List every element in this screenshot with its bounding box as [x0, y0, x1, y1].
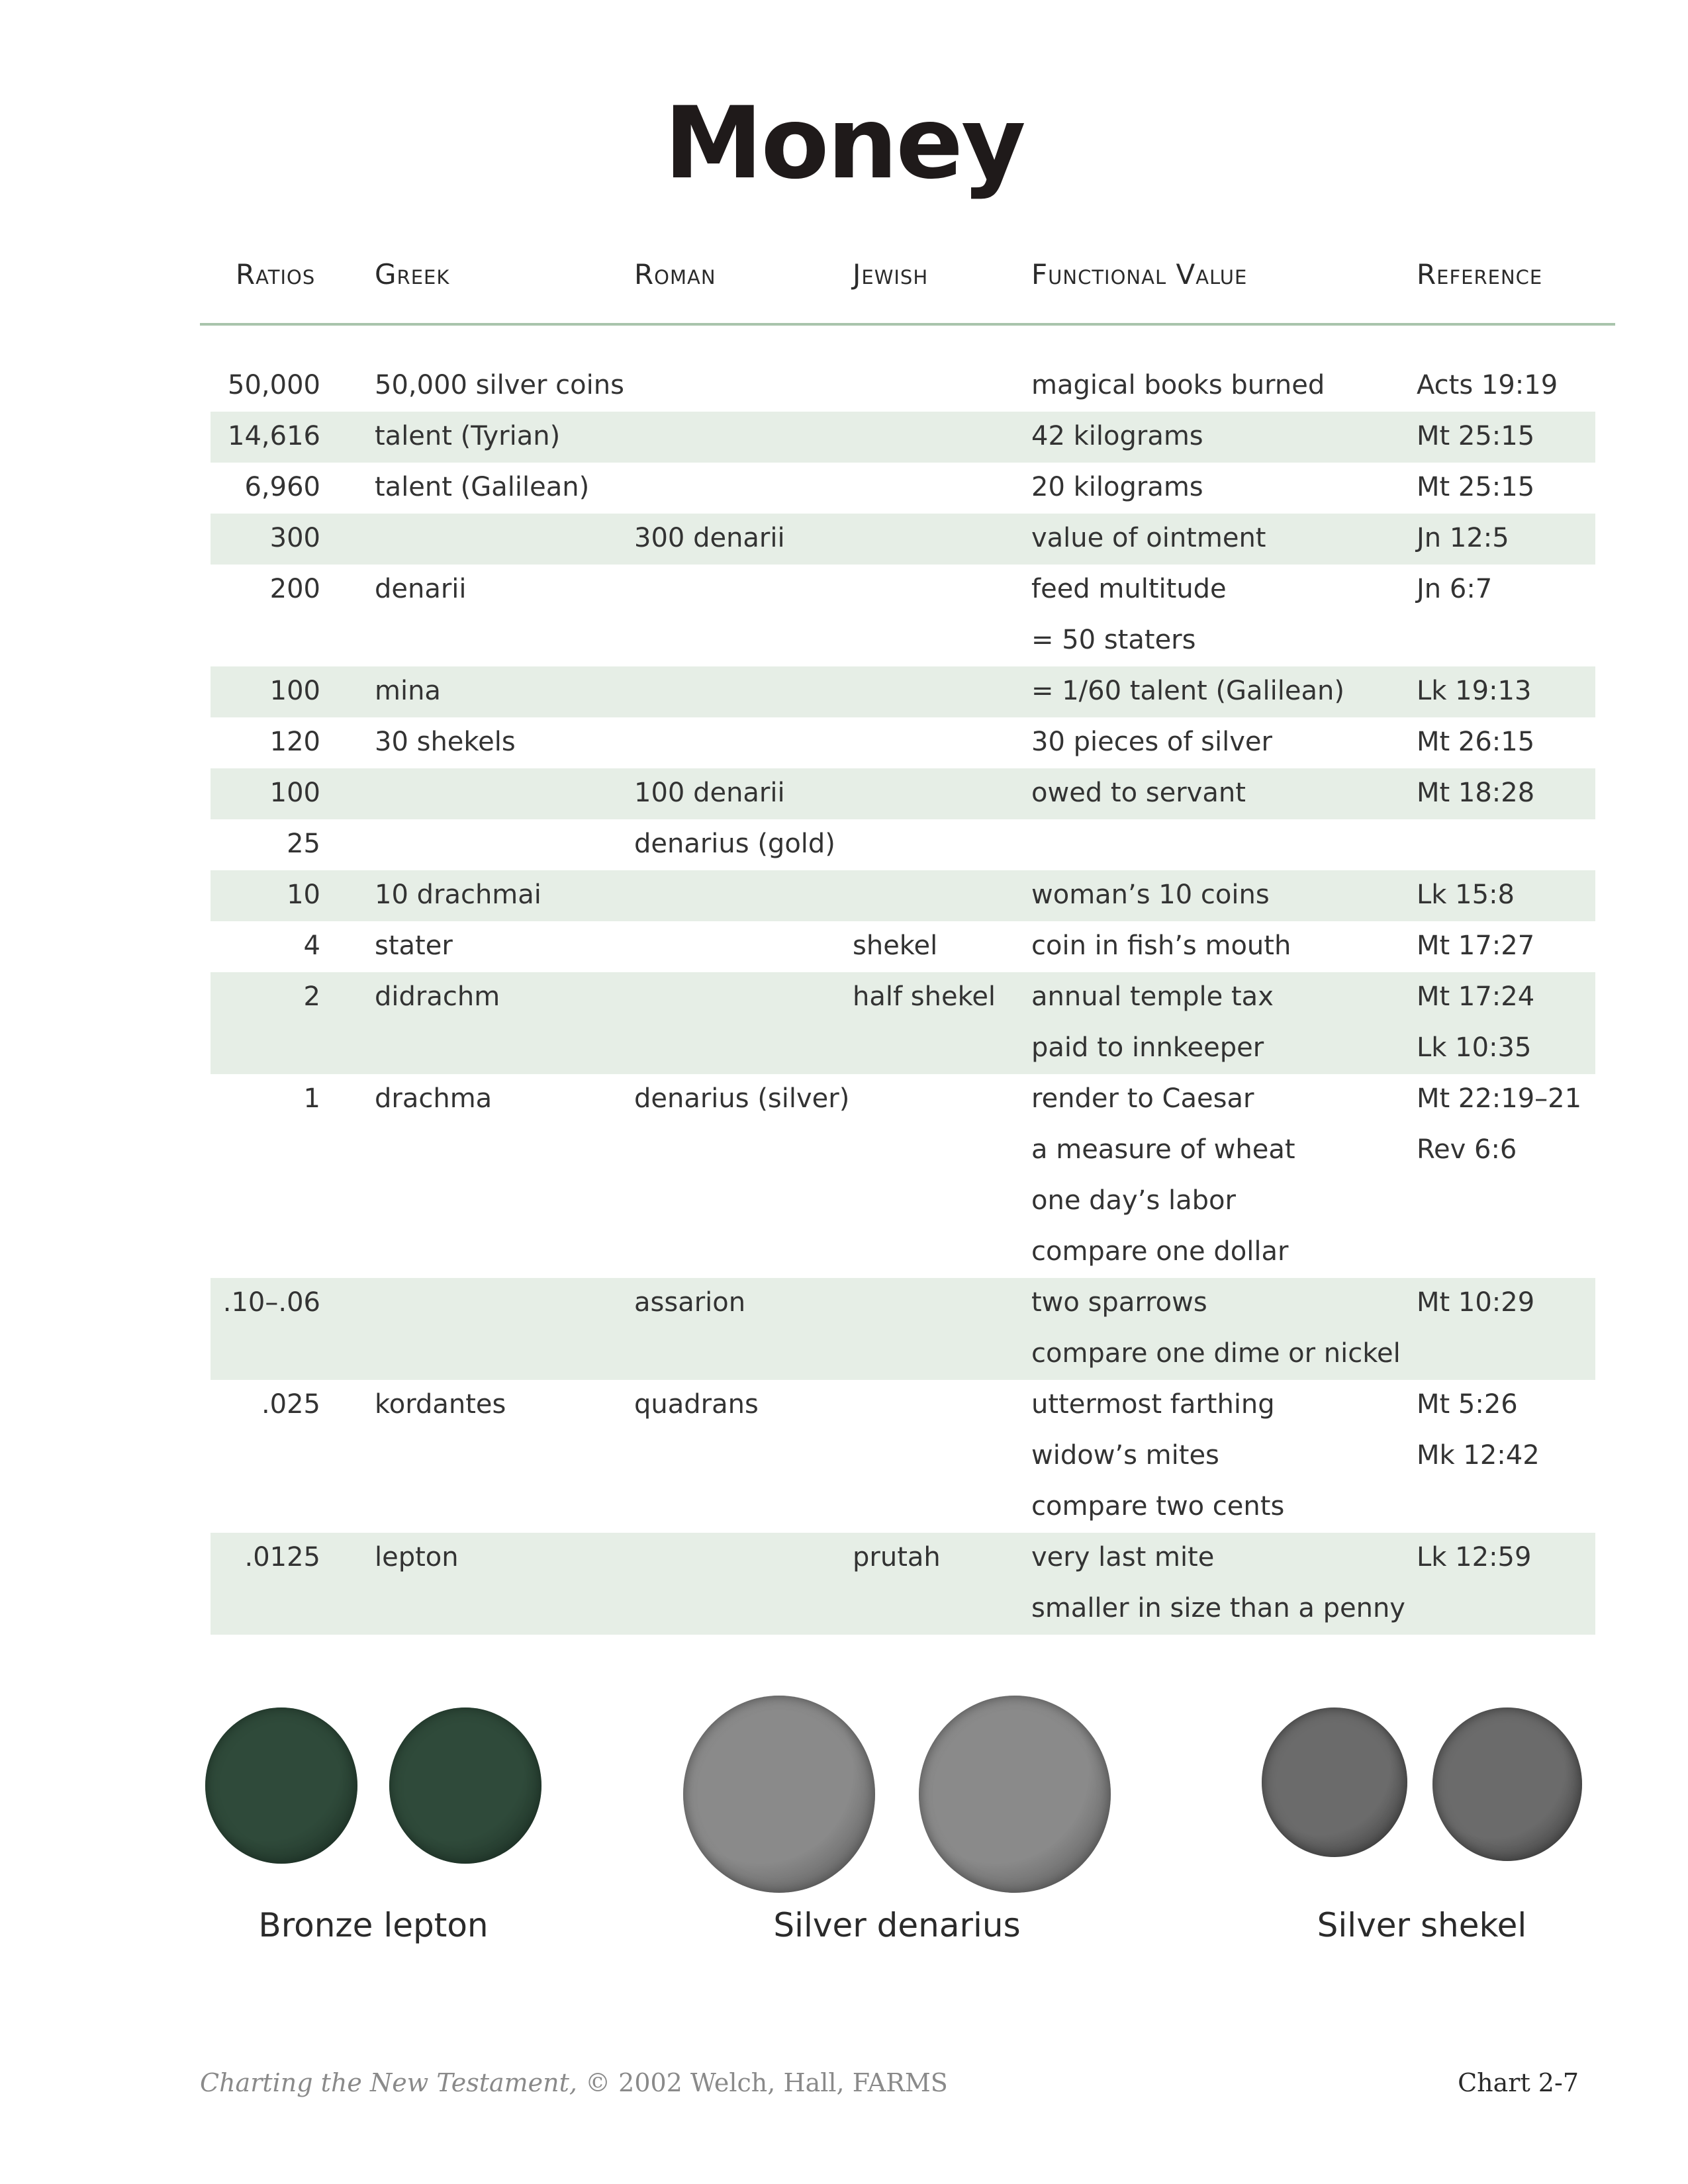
table-row [211, 514, 1595, 565]
reference-cell: Mt 25:15 [1417, 421, 1535, 451]
functional-value-cell: very last mite [1031, 1542, 1215, 1572]
table-row [211, 1074, 1595, 1278]
greek-cell: stater [375, 931, 453, 961]
reference-cell: Lk 19:13 [1417, 676, 1532, 706]
chart-number: Chart 2-7 [1458, 2068, 1579, 2097]
functional-value-cell: smaller in size than a penny [1031, 1593, 1405, 1623]
table-row-line [211, 1278, 1595, 1329]
table-row-line [211, 819, 1595, 870]
functional-value-cell: widow’s mites [1031, 1440, 1219, 1471]
header-roman: Roman [634, 258, 716, 291]
table-row [211, 463, 1595, 514]
greek-cell: 50,000 silver coins [375, 370, 624, 400]
table-row [211, 1533, 1595, 1635]
header-ratios: Ratios [236, 258, 316, 291]
reference-cell: Mt 17:27 [1417, 931, 1535, 961]
roman-cell: denarius (silver) [634, 1083, 850, 1114]
coin-caption: Silver denarius [773, 1906, 1021, 1944]
table-row [211, 972, 1595, 1074]
functional-value-cell: 20 kilograms [1031, 472, 1203, 502]
table-row-line [211, 972, 1595, 1023]
functional-value-cell: 42 kilograms [1031, 421, 1203, 451]
ratio-cell: 6,960 [244, 472, 320, 502]
functional-value-cell: = 1/60 talent (Galilean) [1031, 676, 1344, 706]
greek-cell: 10 drachmai [375, 880, 541, 910]
table-row-line [211, 1482, 1595, 1533]
table-row-line [211, 717, 1595, 768]
footer-book-title: Charting the New Testament, [200, 2068, 577, 2097]
table-row [211, 1380, 1595, 1533]
functional-value-cell: paid to innkeeper [1031, 1032, 1264, 1063]
functional-value-cell: value of ointment [1031, 523, 1266, 553]
table-row [211, 1278, 1595, 1380]
ratio-cell: 300 [269, 523, 320, 553]
reference-cell: Lk 12:59 [1417, 1542, 1532, 1572]
coin-reverse-image [919, 1696, 1111, 1893]
ratio-cell: 120 [269, 727, 320, 757]
coin-reverse-image [389, 1707, 541, 1864]
ratio-cell: 100 [269, 676, 320, 706]
header-greek: Greek [375, 258, 450, 291]
functional-value-cell: annual temple tax [1031, 981, 1274, 1012]
table-row-line [211, 921, 1595, 972]
functional-value-cell: a measure of wheat [1031, 1134, 1295, 1165]
functional-value-cell: feed multitude [1031, 574, 1227, 604]
table-row [211, 565, 1595, 666]
reference-cell: Jn 6:7 [1417, 574, 1493, 604]
greek-cell: talent (Tyrian) [375, 421, 561, 451]
jewish-cell: half shekel [853, 981, 996, 1012]
greek-cell: denarii [375, 574, 467, 604]
reference-cell: Mt 25:15 [1417, 472, 1535, 502]
ratio-cell: .025 [261, 1389, 320, 1420]
table-row [211, 870, 1595, 921]
money-table [211, 361, 1595, 1635]
jewish-cell: prutah [853, 1542, 941, 1572]
functional-value-cell: render to Caesar [1031, 1083, 1254, 1114]
table-row-line [211, 1074, 1595, 1125]
ratio-cell: 50,000 [228, 370, 320, 400]
ratio-cell: 25 [287, 829, 320, 859]
header-jewish: Jewish [853, 258, 929, 291]
roman-cell: assarion [634, 1287, 746, 1318]
coin-obverse-image [205, 1707, 357, 1864]
functional-value-cell: compare two cents [1031, 1491, 1285, 1522]
functional-value-cell: compare one dime or nickel [1031, 1338, 1401, 1369]
functional-value-cell: = 50 staters [1031, 625, 1196, 655]
table-row-line [211, 1227, 1595, 1278]
reference-cell: Mt 26:15 [1417, 727, 1535, 757]
coin-reverse-image [1432, 1707, 1582, 1861]
greek-cell: kordantes [375, 1389, 506, 1420]
ratio-cell: 10 [287, 880, 320, 910]
table-row-line [211, 1380, 1595, 1431]
functional-value-cell: compare one dollar [1031, 1236, 1289, 1267]
jewish-cell: shekel [853, 931, 938, 961]
ratio-cell: 1 [303, 1083, 320, 1114]
ratio-cell: 2 [303, 981, 320, 1012]
footer-copyright: © 2002 Welch, Hall, FARMS [577, 2068, 948, 2097]
reference-cell: Rev 6:6 [1417, 1134, 1517, 1165]
page-title: Money [664, 86, 1024, 201]
coin-obverse-image [1262, 1707, 1407, 1857]
ratio-cell: 4 [303, 931, 320, 961]
header-functional-value: Functional Value [1031, 258, 1248, 291]
header-divider [200, 323, 1615, 326]
coin-caption: Silver shekel [1317, 1906, 1527, 1944]
roman-cell: 300 denarii [634, 523, 785, 553]
coin-caption: Bronze lepton [258, 1906, 489, 1944]
reference-cell: Mt 22:19–21 [1417, 1083, 1582, 1114]
table-row-line [211, 615, 1595, 666]
table-row-line [211, 870, 1595, 921]
functional-value-cell: two sparrows [1031, 1287, 1207, 1318]
roman-cell: quadrans [634, 1389, 759, 1420]
table-row-line [211, 412, 1595, 463]
ratio-cell: 14,616 [228, 421, 320, 451]
reference-cell: Lk 10:35 [1417, 1032, 1532, 1063]
reference-cell: Lk 15:8 [1417, 880, 1515, 910]
greek-cell: lepton [375, 1542, 459, 1572]
table-row-line [211, 1584, 1595, 1635]
reference-cell: Acts 19:19 [1417, 370, 1558, 400]
roman-cell: 100 denarii [634, 778, 785, 808]
table-row-line [211, 361, 1595, 412]
table-row-line [211, 1176, 1595, 1227]
table-row-line [211, 768, 1595, 819]
ratio-cell: .10–.06 [222, 1287, 320, 1318]
functional-value-cell: uttermost farthing [1031, 1389, 1275, 1420]
table-row [211, 768, 1595, 819]
reference-cell: Mt 10:29 [1417, 1287, 1535, 1318]
reference-cell: Mt 17:24 [1417, 981, 1535, 1012]
functional-value-cell: owed to servant [1031, 778, 1246, 808]
ratio-cell: 100 [269, 778, 320, 808]
greek-cell: 30 shekels [375, 727, 516, 757]
roman-cell: denarius (gold) [634, 829, 835, 859]
table-row [211, 666, 1595, 717]
ratio-cell: 200 [269, 574, 320, 604]
functional-value-cell: 30 pieces of silver [1031, 727, 1272, 757]
table-row-line [211, 565, 1595, 615]
table-row-line [211, 1431, 1595, 1482]
footer-source [200, 2068, 948, 2097]
table-row [211, 819, 1595, 870]
coin-obverse-image [683, 1696, 875, 1893]
table-row [211, 361, 1595, 412]
functional-value-cell: magical books burned [1031, 370, 1325, 400]
functional-value-cell: woman’s 10 coins [1031, 880, 1270, 910]
table-row [211, 921, 1595, 972]
table-row-line [211, 463, 1595, 514]
greek-cell: didrachm [375, 981, 500, 1012]
ratio-cell: .0125 [244, 1542, 320, 1572]
table-row [211, 717, 1595, 768]
greek-cell: mina [375, 676, 441, 706]
greek-cell: talent (Galilean) [375, 472, 590, 502]
table-row-line [211, 1125, 1595, 1176]
table-row [211, 412, 1595, 463]
table-row-line [211, 1329, 1595, 1380]
reference-cell: Jn 12:5 [1417, 523, 1509, 553]
table-row-line [211, 514, 1595, 565]
reference-cell: Mt 5:26 [1417, 1389, 1518, 1420]
table-header [0, 258, 1688, 318]
functional-value-cell: one day’s labor [1031, 1185, 1236, 1216]
reference-cell: Mk 12:42 [1417, 1440, 1540, 1471]
header-reference: Reference [1417, 258, 1543, 291]
table-row-line [211, 1023, 1595, 1074]
functional-value-cell: coin in fish’s mouth [1031, 931, 1291, 961]
table-row-line [211, 1533, 1595, 1584]
table-row-line [211, 666, 1595, 717]
reference-cell: Mt 18:28 [1417, 778, 1535, 808]
greek-cell: drachma [375, 1083, 492, 1114]
